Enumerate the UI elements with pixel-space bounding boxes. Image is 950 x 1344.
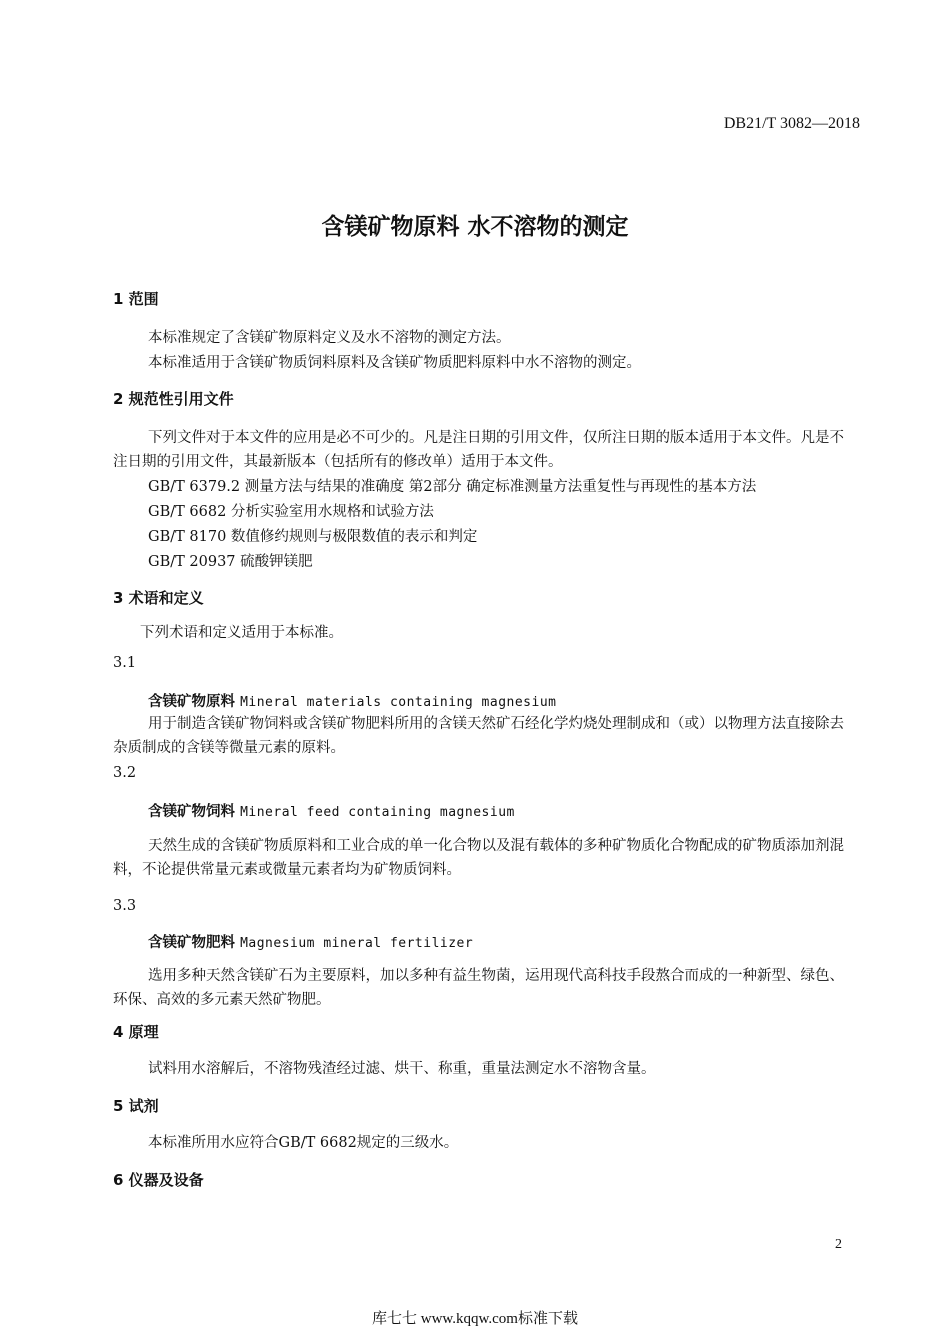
term-name-en: Mineral materials containing magnesium (240, 695, 557, 710)
term-definition: 选用多种天然含镁矿石为主要原料，加以多种有益生物菌，运用现代高科技手段熬合而成的一种新型、绿色、环保、高效的多元素天然矿物肥。 (113, 968, 844, 1008)
term-name-en: Magnesium mineral fertilizer (240, 936, 474, 951)
section-6-heading: 6 仪器及设备 (113, 1171, 204, 1189)
section-5-heading: 5 试剂 (113, 1097, 159, 1115)
reference-item: GB/T 8170 数值修约规则与极限数值的表示和判定 (148, 529, 478, 545)
footer-watermark: 库七七 www.kqqw.com标准下载 (372, 1311, 578, 1327)
document-title: 含镁矿物原料 水不溶物的测定 (321, 214, 629, 240)
section-2-intro: 下列文件对于本文件的应用是必不可少的。凡是注日期的引用文件，仅所注日期的版本适用于本文件。凡是不注日期的引用文件，其最新版本（包括所有的修改单）适用于本文件。 (113, 430, 844, 470)
term-title (148, 800, 515, 821)
term-definition: 用于制造含镁矿物饲料或含镁矿物肥料所用的含镁天然矿石经化学灼烧处理制成和（或）以物理方法直接除去杂质制成的含镁等微量元素的原料。 (113, 716, 844, 756)
term-title (148, 931, 473, 952)
term-number: 3.1 (113, 655, 137, 671)
term-title (148, 690, 556, 711)
reference-item: GB/T 20937 硫酸钾镁肥 (148, 554, 313, 570)
term-number: 3.3 (113, 898, 137, 914)
reference-item: GB/T 6379.2 测量方法与结果的准确度 第2部分 确定标准测量方法重复性与再现性的基本方法 (148, 479, 757, 495)
section-3-intro: 下列术语和定义适用于本标准。 (140, 625, 343, 641)
section-1-heading: 1 范围 (113, 290, 159, 308)
section-2-heading: 2 规范性引用文件 (113, 390, 234, 408)
term-name-cn: 含镁矿物饲料 (148, 803, 235, 820)
term-number: 3.2 (113, 765, 137, 781)
reference-item: GB/T 6682 分析实验室用水规格和试验方法 (148, 504, 434, 520)
standard-code: DB21/T 3082—2018 (723, 115, 860, 132)
section-5-paragraph: 本标准所用水应符合GB/T 6682规定的三级水。 (148, 1135, 459, 1151)
section-3-heading: 3 术语和定义 (113, 589, 204, 607)
term-name-cn: 含镁矿物原料 (148, 693, 235, 710)
term-name-en: Mineral feed containing magnesium (240, 805, 515, 820)
section-4-paragraph: 试料用水溶解后，不溶物残渣经过滤、烘干、称重，重量法测定水不溶物含量。 (148, 1061, 656, 1077)
section-1-paragraph: 本标准规定了含镁矿物原料定义及水不溶物的测定方法。 (148, 330, 511, 346)
page-number: 2 (835, 1237, 842, 1252)
term-definition: 天然生成的含镁矿物质原料和工业合成的单一化合物以及混有载体的多种矿物质化合物配成的矿物质添加剂混料，不论提供常量元素或微量元素者均为矿物质饲料。 (113, 838, 844, 878)
section-4-heading: 4 原理 (113, 1023, 159, 1041)
section-1-paragraph: 本标准适用于含镁矿物质饲料原料及含镁矿物质肥料原料中水不溶物的测定。 (148, 355, 641, 371)
term-name-cn: 含镁矿物肥料 (148, 934, 235, 951)
